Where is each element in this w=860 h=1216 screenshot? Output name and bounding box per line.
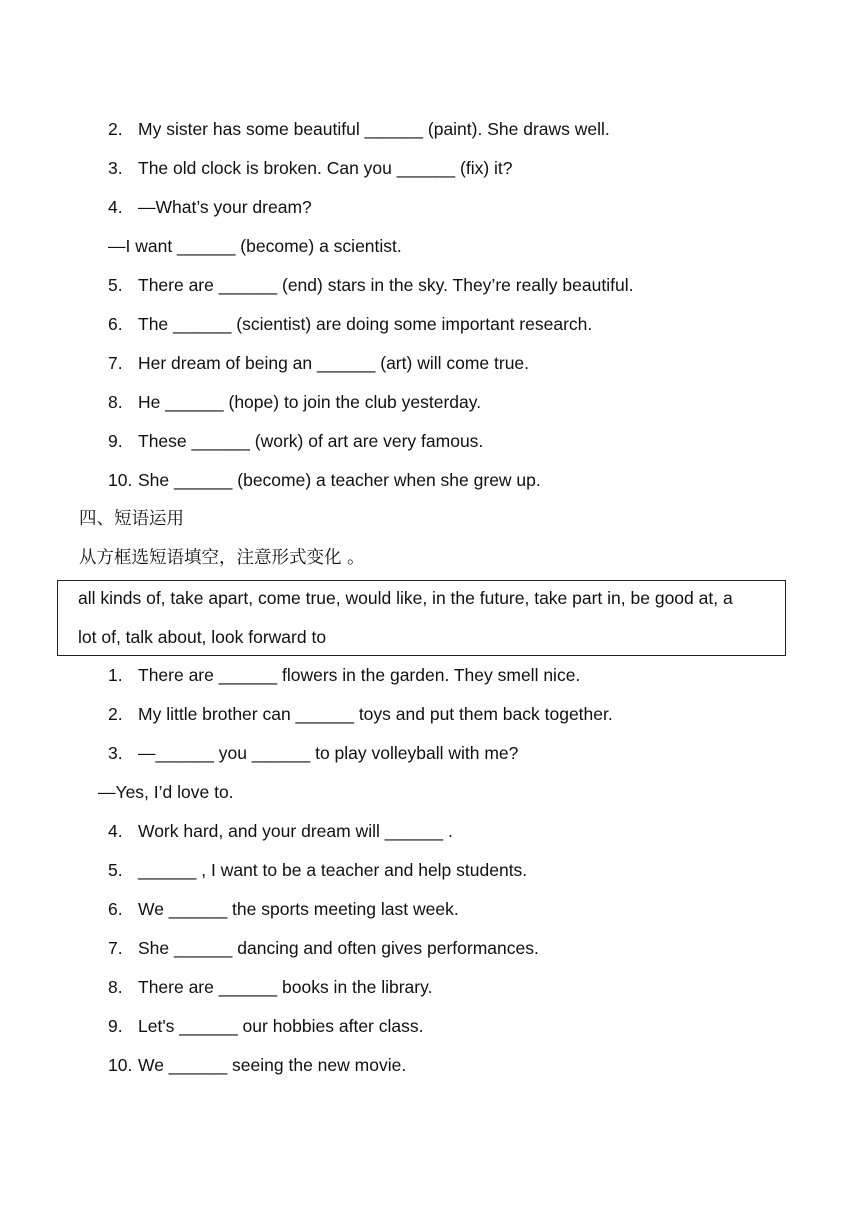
item-number: 1.	[108, 665, 123, 685]
exercise-item	[108, 819, 453, 843]
item-number: 7.	[108, 938, 123, 958]
exercise-item	[108, 858, 527, 882]
item-number: 5.	[108, 860, 123, 880]
exercise-item	[108, 1014, 423, 1038]
item-text: These ______ (work) of art are very famous.	[138, 431, 484, 451]
phrase-list-line-1: all kinds of, take apart, come true, would like, in the future, take part in, be good at, a	[78, 588, 733, 608]
item-text: We ______ seeing the new movie.	[138, 1055, 407, 1075]
item-number: 2.	[108, 704, 123, 724]
section-heading: 四、短语运用	[79, 509, 184, 529]
phrase-list-line-2: lot of, talk about, look forward to	[78, 627, 327, 647]
item-number: 10.	[108, 1055, 133, 1075]
item-text: My sister has some beautiful ______ (paint). She draws well.	[138, 119, 610, 139]
item-number: 3.	[108, 743, 123, 763]
item-text: The ______ (scientist) are doing some important research.	[138, 314, 593, 334]
exercise-item	[108, 390, 481, 414]
phrase-box	[57, 580, 786, 656]
item-number: 9.	[108, 1016, 123, 1036]
section-instruction: 从方框选短语填空，注意形式变化 。	[79, 548, 365, 568]
item-number: 6.	[108, 899, 123, 919]
item-number: 2.	[108, 119, 123, 139]
item-text: There are ______ (end) stars in the sky. They’re really beautiful.	[138, 275, 634, 295]
item-text: ______ , I want to be a teacher and help students.	[138, 860, 528, 880]
exercise-item	[108, 195, 312, 219]
item-number: 9.	[108, 431, 123, 451]
item-text: Let's ______ our hobbies after class.	[138, 1016, 424, 1036]
exercise-item	[108, 936, 539, 960]
dialogue-answer	[98, 780, 234, 804]
exercise-item	[108, 351, 529, 375]
exercise-item	[108, 429, 483, 453]
exercise-item	[108, 663, 580, 687]
exercise-item	[108, 312, 592, 336]
item-text: The old clock is broken. Can you ______ (fix) it?	[138, 158, 513, 178]
exercise-item	[108, 975, 432, 999]
item-number: 8.	[108, 977, 123, 997]
dialogue-answer	[108, 234, 402, 258]
exercise-item	[108, 741, 518, 765]
item-text: She ______ (become) a teacher when she grew up.	[138, 470, 541, 490]
exercise-item	[108, 1053, 406, 1077]
exercise-item	[108, 156, 513, 180]
answer-text: —Yes, I’d love to.	[98, 782, 234, 802]
item-text: —______ you ______ to play volleyball with me?	[138, 743, 519, 763]
item-number: 5.	[108, 275, 123, 295]
item-text: He ______ (hope) to join the club yesterday.	[138, 392, 482, 412]
exercise-item	[108, 273, 633, 297]
item-text: My little brother can ______ toys and put them back together.	[138, 704, 613, 724]
item-number: 8.	[108, 392, 123, 412]
answer-text: —I want ______ (become) a scientist.	[108, 236, 402, 256]
exercise-item	[108, 117, 610, 141]
item-number: 7.	[108, 353, 123, 373]
item-number: 4.	[108, 821, 123, 841]
item-text: There are ______ flowers in the garden. They smell nice.	[138, 665, 581, 685]
item-text: Work hard, and your dream will ______ .	[138, 821, 453, 841]
item-number: 3.	[108, 158, 123, 178]
item-text: Her dream of being an ______ (art) will come true.	[138, 353, 530, 373]
item-text: We ______ the sports meeting last week.	[138, 899, 459, 919]
exercise-item	[108, 702, 613, 726]
item-text: She ______ dancing and often gives performances.	[138, 938, 539, 958]
item-number: 4.	[108, 197, 123, 217]
item-text: There are ______ books in the library.	[138, 977, 433, 997]
exercise-item	[108, 468, 541, 492]
item-number: 6.	[108, 314, 123, 334]
item-text: —What’s your dream?	[138, 197, 312, 217]
item-number: 10.	[108, 470, 133, 490]
exercise-item	[108, 897, 459, 921]
